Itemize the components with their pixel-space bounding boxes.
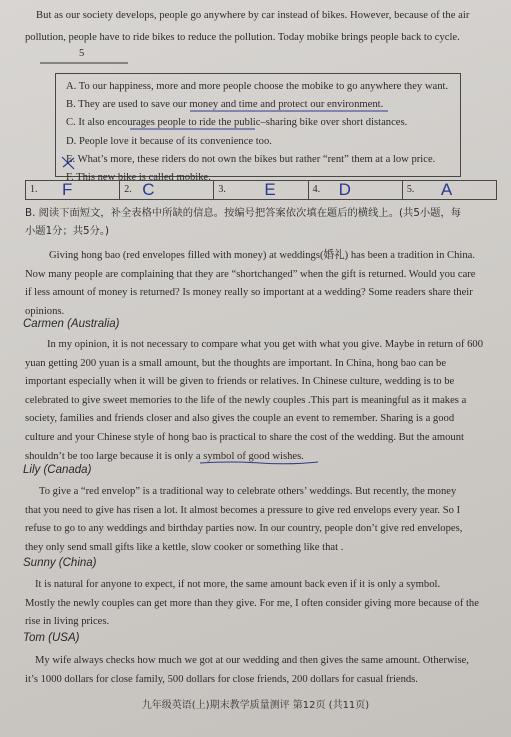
lily-line: refuse to go to any weddings and birthday parties now. In our country, people don’t give red envelopes, [25,523,463,535]
page-footer: 九年级英语(上)期末教学质量测评 第12页 (共11页) [141,700,370,711]
answer-number: 4. [312,184,321,195]
option-b: B. They are used to save our money and time and protect our environment. [66,99,384,111]
reader-text-carmen [25,336,497,466]
answer-table [25,180,497,200]
answer-number: 3. [218,184,226,195]
top-paragraph-line-1: But as our society develops, people go anywhere by car instead of bikes. However, because of the air [36,10,470,21]
carmen-line: important especially when it will be given to friends or relatives. In Chinese culture, wedding is to be [25,376,455,388]
reader-text-lily [25,483,497,557]
top-paragraph-line-2: pollution, people have to ride bikes to reduce the pollution. Today mobike brings people back to cycle. [25,32,460,43]
intro-line-1: Giving hong bao (red envelopes filled with money) at weddings(婚礼) has been a tradition in China. [49,250,476,261]
handwritten-answer: C [142,180,155,199]
intro-line-2: Now many people are complaining that they are “shortchanged” when the gift is returned. Would you care [25,268,476,280]
answer-cell-5 [403,181,496,199]
answer-cell-3 [214,181,308,199]
intro-line-3: if less amount of money is returned? Is money really so important at a wedding? Some readers share their [25,287,473,299]
reader-name-tom: Tom (USA) [23,632,80,644]
option-f: F. This new bike is called mobike. [66,172,211,184]
option-d: D. People love it because of its convenience too. [66,135,272,147]
answer-cell-2 [120,181,214,199]
handwritten-answer: D [338,180,351,199]
sunny-line: It is natural for anyone to expect, if not more, the same amount back even if it is only a symbol. [35,579,441,590]
section-b-instruction-1: B. 阅读下面短文，补全表格中所缺的信息。按编号把答案依次填在题后的横线上。(共5小题，每 [25,207,462,219]
sunny-line: Mostly the newly couples can get more than they give. For me, I often consider giving more because of the [25,597,479,609]
answer-cell-1 [26,181,120,199]
answer-number: 2. [124,184,132,195]
reader-name-sunny: Sunny (China) [23,557,97,569]
carmen-line: shouldn’t be too large because it is only a symbol of good wishes. [25,450,304,462]
lily-line: To give a “red envelop” is a traditional way to celebrate others’ weddings. But recently, the money [39,486,457,497]
handwritten-answer: A [440,180,453,199]
carmen-line: culture and your Chinese style of hong bao is practical to share the cost of the wedding. But the amount [25,431,464,443]
reader-text-sunny [25,576,497,632]
answer-number: 1. [30,184,38,195]
answer-number: 5. [406,184,415,195]
section-b-instruction-2: 小题1分；共5分。) [25,225,110,237]
blank-number: 5 [79,48,85,59]
option-a: A. To our happiness, more and more people choose the mobike to go anywhere they want. [66,81,449,92]
answer-cell-4 [309,181,403,199]
option-e: E. What’s more, these riders do not own the bikes but rather “rent” them at a low price. [66,153,436,165]
intro-paragraph [25,247,497,321]
carmen-line: In my opinion, it is not necessary to compare what you get with what you give. Maybe in return of 600 [47,339,484,350]
carmen-line: celebrated to give sweet memories to the life of the newly couples .This part is meaningful as it makes a [25,394,467,406]
option-c: C. It also encourages people to ride the public–sharing bike over short distances. [66,117,408,129]
carmen-line: society, families and friends closer and also gives the couple an event to remember. Sharing is a good [25,413,455,425]
options-box [55,73,461,184]
intro-line-4: opinions. [25,305,65,317]
carmen-line: yuan getting 200 yuan is a small amount, but the thoughts are important. In China, hong bao can be [25,357,447,369]
tom-line: My wife always checks how much we got at our wedding and then gives the same amount. Otherwise, [35,655,469,666]
lily-line: they only send small gifts like a kettle, slow cooker or something like that . [25,541,344,553]
reader-name-lily: Lily (Canada) [23,464,92,476]
handwritten-answer: F [62,180,73,199]
blank-line [40,60,130,66]
tom-line: it’s 1000 dollars for close family, 500 dollars for close friends, 200 dollars for casual friends. [25,673,418,685]
sunny-line: rise in living prices. [25,616,110,628]
reader-text-tom [25,652,497,689]
reader-name-carmen: Carmen (Australia) [23,318,120,330]
handwritten-answer: E [264,180,276,199]
lily-line: that you need to give has risen a lot. It almost becomes a pressure to give red envelops every year. So I [25,504,461,516]
